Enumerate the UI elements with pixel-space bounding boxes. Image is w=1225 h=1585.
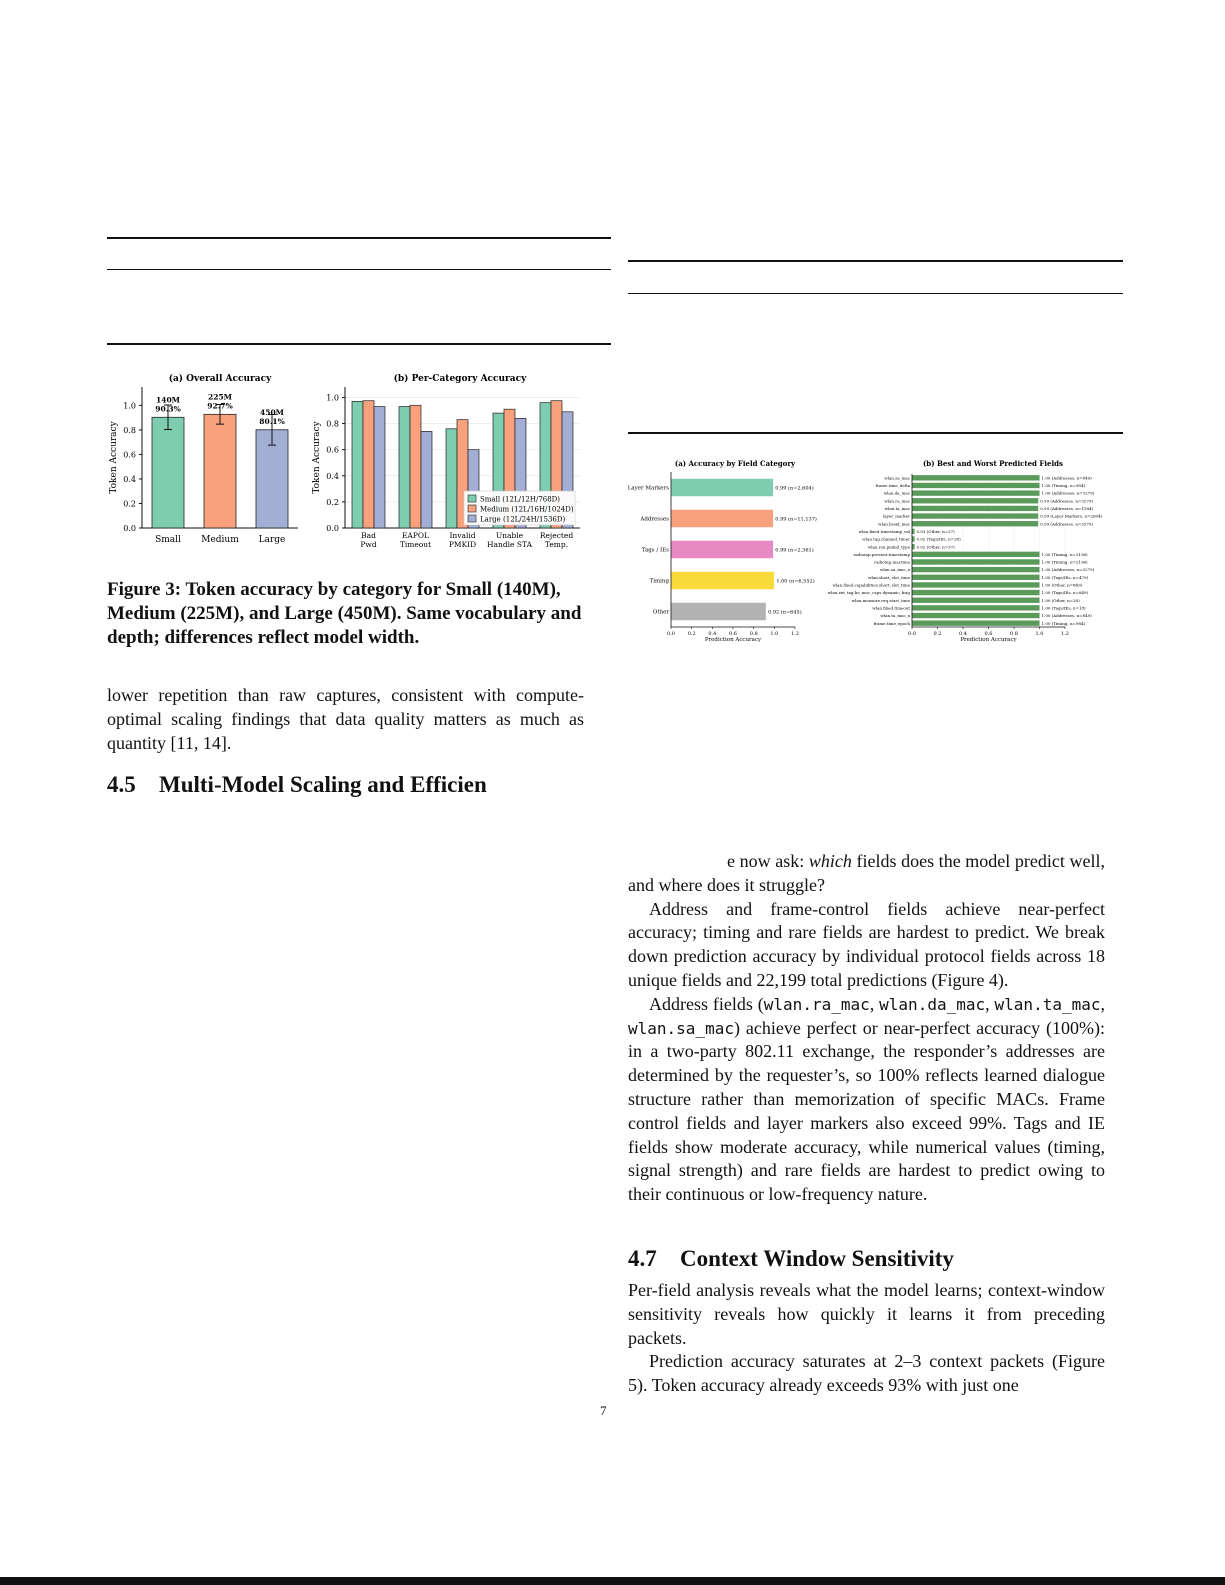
fig4b-y-tick-label: frame.time_delta <box>875 483 910 489</box>
fig4a-bar <box>671 603 766 621</box>
fig4-panel-a-title: (a) Accuracy by Field Category <box>674 459 796 468</box>
fig4a-bar-label: 0.99 (n=11,137) <box>775 516 817 523</box>
fig3a-x-tick-label: Large <box>258 535 286 545</box>
comma-1: , <box>869 993 880 1014</box>
fig4b-y-tick-label: radiotap.mactime <box>874 559 910 565</box>
fig4b-bar-label: 0.02 (Other, n=37) <box>916 544 955 550</box>
figure-3-svg <box>100 365 600 555</box>
intro-text-a: e now ask: <box>727 851 809 871</box>
fig3b-bar <box>446 429 457 528</box>
fig3b-bar <box>410 405 421 528</box>
fig3b-y-tick-label: 0.2 <box>326 497 339 507</box>
fig4b-y-tick-label: wlan.ext_tag.he_mac_caps.dynamic_frag <box>827 590 910 596</box>
fig4b-bar-label: 1.00 (Addresses, n=3279) <box>1041 490 1095 496</box>
fig4a-x-label: Prediction Accuracy <box>704 637 762 643</box>
fig4a-bar-label: 0.92 (n=645) <box>768 609 802 616</box>
fig3b-y-label: Token Accuracy <box>312 421 322 494</box>
fig4b-bar <box>912 598 1040 603</box>
right-column-text <box>628 850 1105 1207</box>
fig4b-x-tick-label: 0.6 <box>984 631 993 637</box>
fig4a-bar-label: 0.99 (n=2,361) <box>775 547 814 554</box>
fields-text-a: Address fields ( <box>649 993 764 1014</box>
fig3b-x-tick-label: Pwd <box>360 540 377 549</box>
fig4b-y-tick-label: wlan.measure.req.start_time <box>851 597 910 603</box>
fig4b-y-tick-label: wlan.sa_mac_x <box>879 567 910 573</box>
fig4a-y-tick-label: Layer Markers <box>627 485 669 492</box>
fig3b-y-tick-label: 0.0 <box>326 524 339 533</box>
fig3a-y-tick-label: 0.8 <box>123 425 136 435</box>
fig4b-x-tick-label: 0.4 <box>959 631 967 637</box>
fig4b-y-tick-label: layer_marker <box>883 513 910 519</box>
fig3b-legend-label: Medium (12L/16H/1024D) <box>480 505 574 514</box>
fig4b-y-tick-label: wlan.fixed.capabilities.short_slot_time <box>832 582 910 588</box>
fig3b-x-tick-label: PMKID <box>448 540 477 549</box>
fig3-panel-a-title: (a) Overall Accuracy <box>168 374 272 384</box>
fig4b-bar <box>912 552 1040 557</box>
fig3b-x-tick-label: Timeout <box>399 540 432 549</box>
fig4b-bar-label: 0.99 (Addresses, n=3279) <box>1040 521 1093 527</box>
fig3b-bar <box>399 407 410 528</box>
fig3b-y-tick-label: 0.8 <box>326 419 339 429</box>
fig4b-bar <box>912 582 1040 587</box>
fig4-panel-b-title: (b) Best and Worst Predicted Fields <box>923 459 1063 468</box>
fig3b-x-tick-label: Bad <box>361 531 376 540</box>
comma-3: , <box>1100 993 1105 1014</box>
fig4a-bar-label: 0.99 (n=2,604) <box>775 485 814 492</box>
fig4b-bar-label: 1.00 (Timing, n=984) <box>1041 483 1086 489</box>
fig4b-bar-label: 1.00 (Tags/IEs, n=18) <box>1041 605 1086 611</box>
fig4b-bar-label: 1.00 (Addresses, n=849) <box>1041 613 1092 619</box>
figure-4-svg <box>625 452 1125 647</box>
fig4b-bar <box>912 483 1040 488</box>
fig3a-bar-label: 90.3% <box>155 404 181 414</box>
code-ra-mac: wlan.ra_mac <box>763 994 870 1014</box>
fig3a-y-tick-label: 0.0 <box>123 524 136 533</box>
fig4b-bar-label: 1.00 (Addresses, n=849) <box>1041 475 1092 481</box>
bottom-bar <box>0 1577 1225 1585</box>
fields-text-b: ) achieve perfect or near-perfect accuracy (100%): in a two-party 802.11 exchange, the responder’s addresses are determined by the requester’s, so 100% reflects learned dialogue structure rather than memorization of specific MACs. Frame control fields and layer markers also exceed 99%. Tags and IE fields show moderate accuracy, while numerical values (timing, signal strength) and rare fields are hardest to predict owing to their continuous or low-frequency nature. <box>628 1017 1105 1205</box>
fig4b-y-tick-label: wlan.ta_mac_x <box>880 613 910 619</box>
fig3a-bar-label: 140M <box>156 395 180 405</box>
section-number: 4.5 <box>107 772 136 797</box>
fig4b-bar <box>912 575 1040 580</box>
fig4b-bar <box>912 521 1038 526</box>
fig4a-y-tick-label: Addresses <box>640 516 669 523</box>
fig4b-bar <box>912 620 1040 625</box>
fig4a-x-tick-label: 0.6 <box>729 631 737 637</box>
code-sa-mac: wlan.sa_mac <box>628 1018 734 1038</box>
fig4a-y-tick-label: Timing <box>649 578 669 585</box>
left-paragraph-text: lower repetition than raw captures, consistent with compute-optimal scaling findings that data quality matters as much as quantity [11, 14]. <box>107 685 584 753</box>
fig3b-bar <box>363 401 374 528</box>
fig4a-bar <box>671 572 774 590</box>
fig4b-x-tick-label: 0.0 <box>908 631 916 637</box>
fig4b-bar <box>912 498 1038 503</box>
fig3a-bar-label: 80.1% <box>259 416 285 426</box>
table-rule-top <box>107 237 611 239</box>
fig4b-bar-label: 1.00 (Tags/IEs, n=479) <box>1041 574 1089 580</box>
fig3b-legend-swatch <box>468 515 476 522</box>
fig3b-legend-label: Small (12L/12H/768D) <box>480 495 561 504</box>
fig4b-bar-label: 1.00 (Tags/IEs, n=849) <box>1041 590 1089 596</box>
fig3a-y-tick-label: 0.2 <box>123 499 136 509</box>
figure-4 <box>625 452 1125 647</box>
fig4b-bar-label: 0.99 (Addresses, n=3279) <box>1040 498 1093 504</box>
fig4b-y-tick-label: radiotap.present.timestamp <box>853 551 910 557</box>
fig4b-bar <box>912 475 1040 480</box>
fig4b-x-tick-label: 0.8 <box>1010 631 1018 637</box>
page-number: 7 <box>600 1403 607 1418</box>
fig3b-x-tick-label: Handle STA <box>486 540 533 549</box>
fig4b-y-tick-label: wlan.sa_mac <box>884 475 910 481</box>
left-paragraph <box>107 684 584 755</box>
fig4b-bar-label: 1.00 (Timing, n=2196) <box>1041 559 1088 565</box>
fig4b-bar-label: 1.00 (Timing, n=2196) <box>1041 551 1088 557</box>
fig3b-legend-label: Large (12L/24H/1536D) <box>480 515 566 524</box>
fig3a-bar-label: 450M <box>260 407 284 417</box>
fig4b-bar-label: 0.02 (Tags/IEs, n=28) <box>916 536 961 542</box>
section-heading-4-7 <box>628 1246 954 1272</box>
intro-text-b: fields does the model predict well, and where does it struggle? <box>628 851 1105 895</box>
fig4b-bar <box>912 613 1040 618</box>
fig4b-bar-label: 1.00 (Other, n=28) <box>1041 597 1080 603</box>
fig4b-bar <box>912 506 1038 511</box>
table-rule-mid <box>107 269 611 270</box>
fig4b-y-tick-label: wlan.ra_mac <box>884 498 910 504</box>
fig3a-bar <box>204 414 236 528</box>
fig4b-bar <box>912 605 1040 610</box>
fig4b-y-tick-label: wlan.tag.channel_timer <box>862 536 910 542</box>
fig4b-y-tick-label: wlan.fixed.timeout <box>872 605 910 611</box>
fig4a-x-tick-label: 0.8 <box>749 631 758 637</box>
fig4a-bar <box>671 479 773 497</box>
fig4b-bar <box>912 567 1040 572</box>
fig4b-bar <box>912 513 1038 518</box>
code-da-mac: wlan.da_mac <box>879 994 986 1014</box>
figure-3 <box>100 365 600 555</box>
paragraph-address: Address and frame-control fields achieve near-perfect accuracy; timing and rare fields are hardest to predict. We break down prediction accuracy by individual protocol fields across 18 unique fields and 22,199 total predictions (Figure 4). <box>628 898 1105 990</box>
table-rule-bottom <box>107 343 611 345</box>
code-ta-mac: wlan.ta_mac <box>994 994 1101 1014</box>
fig3b-y-tick-label: 0.6 <box>326 445 339 455</box>
fig3b-x-tick-label: Unable <box>495 531 524 540</box>
fig3b-y-tick-label: 1.0 <box>326 393 339 403</box>
fig3-panel-b-title: (b) Per-Category Accuracy <box>393 374 527 384</box>
fig3a-x-tick-label: Medium <box>201 535 239 545</box>
section-heading-4-5 <box>107 772 487 798</box>
fig3b-bar <box>374 407 385 528</box>
fig4b-x-tick-label: 0.2 <box>933 631 942 637</box>
fig4b-bar <box>912 559 1040 564</box>
fig3a-bar-label: 92.7% <box>207 401 233 411</box>
table-rule-mid-right <box>628 293 1123 294</box>
fig4a-bar-label: 1.00 (n=6,552) <box>776 578 815 585</box>
fig4b-y-tick-label: wlan.da_mac <box>883 490 910 496</box>
context-window-text <box>628 1279 1105 1398</box>
fig4a-x-tick-label: 0.4 <box>708 631 717 637</box>
fig3b-bar <box>421 431 432 528</box>
table-rule-top-right <box>628 260 1123 262</box>
fig3a-y-tick-label: 0.4 <box>123 474 136 484</box>
fig3a-bar <box>152 417 184 528</box>
fig4b-y-tick-label: frame.time_epoch <box>873 620 910 626</box>
fig4a-x-tick-label: 1.2 <box>791 631 799 637</box>
fig3a-y-label: Token Accuracy <box>109 421 119 494</box>
section-number-4-7: 4.7 <box>628 1246 657 1271</box>
fig4b-y-tick-label: wlan.rsn.pmkid_type <box>867 544 910 550</box>
fig4a-x-tick-label: 0.0 <box>667 631 675 637</box>
fig3a-y-tick-label: 0.6 <box>123 450 136 460</box>
fig4a-y-tick-label: Tags / IEs <box>641 547 669 554</box>
fig4b-x-tick-label: 1.2 <box>1061 631 1069 637</box>
fig4b-bar-label: 0.99 (Addresses, n=1184) <box>1040 506 1093 512</box>
fig3b-x-tick-label: Rejected <box>539 531 574 540</box>
section-title: Multi-Model Scaling and Efficien <box>159 772 487 797</box>
fig4b-bar-label: 0.99 (Layer Markers, n=2604) <box>1040 513 1103 519</box>
paragraph-intro <box>628 850 1105 898</box>
fig4a-bar <box>671 541 773 559</box>
fig4a-y-tick-label: Other <box>652 609 669 616</box>
fig3b-legend-swatch <box>468 505 476 512</box>
fig4a-x-tick-label: 0.2 <box>687 631 696 637</box>
fig3a-bar-label: 225M <box>208 392 232 402</box>
fig4b-bar-label: 1.00 (Addresses, n=3279) <box>1041 567 1095 573</box>
fig3a-y-tick-label: 1.0 <box>123 401 136 411</box>
fig4b-bar-label: 1.00 (Timing, n=984) <box>1041 620 1086 626</box>
fig3b-x-tick-label: Temp. <box>544 540 569 549</box>
section-title-4-7: Context Window Sensitivity <box>680 1246 954 1271</box>
fig3b-x-tick-label: Invalid <box>449 531 476 540</box>
fig4b-y-tick-label: wlan.fixed.timestamp_val <box>858 528 910 534</box>
fig4b-bar <box>912 590 1040 595</box>
paragraph-context-1: Per-field analysis reveals what the model learns; context-window sensitivity reveals how quickly it learns it from preceding packets. <box>628 1280 1105 1348</box>
paragraph-fields <box>628 993 1105 1207</box>
fig4b-bar-label: 1.00 (Other, n=849) <box>1041 582 1083 588</box>
fig4b-x-tick-label: 1.0 <box>1035 631 1044 637</box>
fig4b-y-tick-label: wlan.short_slot_time <box>868 574 910 580</box>
fig3b-y-tick-label: 0.4 <box>326 471 339 481</box>
paragraph-context-2: Prediction accuracy saturates at 2–3 context packets (Figure 5). Token accuracy already exceeds 93% with just one <box>628 1351 1105 1396</box>
table-rule-bottom-right <box>628 432 1123 434</box>
figure-3-caption: Figure 3: Token accuracy by category for Small (140M), Medium (225M), and Large (450M). Same vocabulary and depth; differences reflect model width. <box>107 579 582 648</box>
fig4b-x-label: Prediction Accuracy <box>960 637 1017 643</box>
fig3b-bar <box>352 401 363 528</box>
fig3b-x-tick-label: EAPOL <box>401 531 430 540</box>
intro-emphasis: which <box>808 851 852 871</box>
fig3b-legend-swatch <box>468 495 476 502</box>
fig4a-bar <box>671 510 773 528</box>
fig4b-y-tick-label: wlan.bssid_mac <box>878 521 910 527</box>
fig4b-y-tick-label: wlan.ta_mac <box>884 506 910 512</box>
comma-2: , <box>985 993 995 1014</box>
fig4b-bar-label: 0.03 (Other, n=37) <box>916 528 955 534</box>
fig3a-x-tick-label: Small <box>155 535 181 545</box>
fig4b-bar <box>912 490 1040 495</box>
fig4a-x-tick-label: 1.0 <box>770 631 779 637</box>
